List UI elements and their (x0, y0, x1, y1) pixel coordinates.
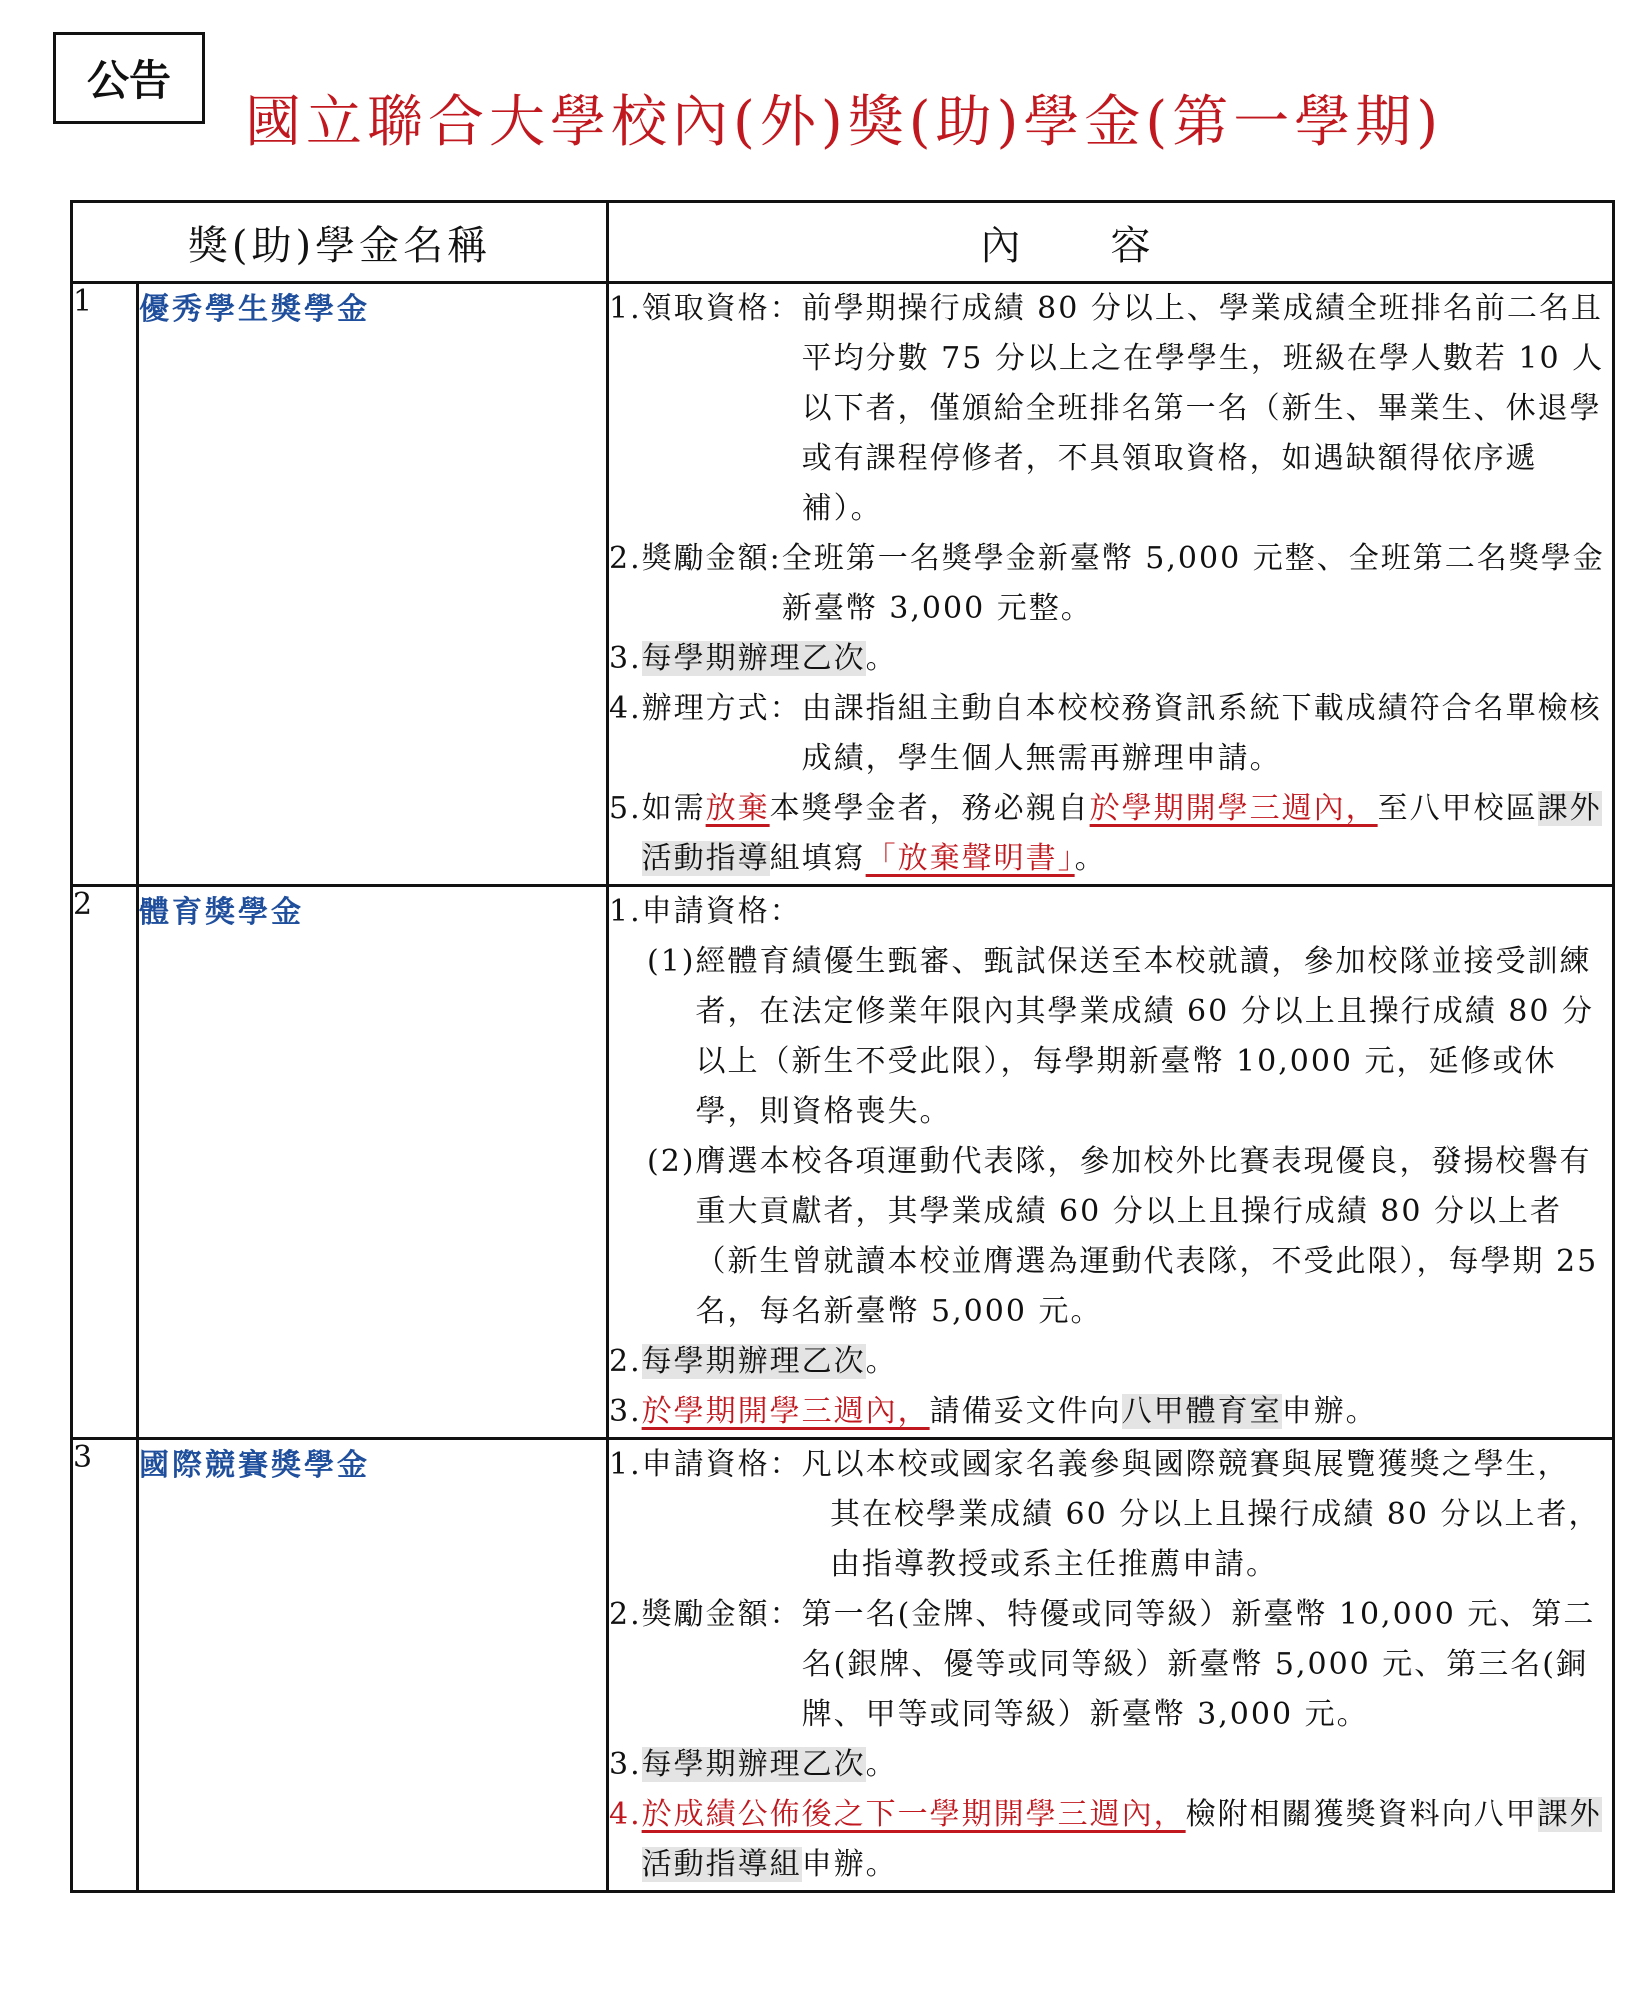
scholarship-name: 優秀學生獎學金 (138, 283, 608, 886)
item-text: 前學期操行成績 80 分以上、學業成績全班排名前二名且平均分數 75 分以上之在學學生，班級在學人數若 10 人以下者，僅頒給全班排名第一名（新生、畢業生、休退學或有課程停修者，不具領取資格，如遇缺額得依序遞補）。 (801, 291, 1605, 526)
list-item (609, 684, 1612, 784)
header-content: 內容 (608, 202, 1614, 283)
item-number: 5. (609, 791, 642, 826)
item-number: 4. (609, 1797, 642, 1832)
text-segment: 申辦。 (801, 1847, 898, 1882)
scholarship-name: 體育獎學金 (138, 886, 608, 1439)
text-segment: 本獎學金者，務必親自 (769, 791, 1090, 826)
notice-badge: 公告 (53, 32, 205, 124)
table-row (72, 886, 1614, 1439)
sub-item-text: 經體育績優生甄審、甄試保送至本校就讀，參加校隊並接受訓練者，在法定修業年限內其學業成績 60 分以上且操行成績 80 分以上（新生不受此限），每學期新臺幣 10,000 元，延修或休學，則資格喪失。 (695, 944, 1594, 1129)
row-number: 2 (72, 886, 138, 1439)
list-item (609, 1590, 1612, 1740)
item-label: 1.申請資格： (609, 894, 802, 929)
list-item (609, 1740, 1612, 1790)
sub-item-text: 膺選本校各項運動代表隊，參加校外比賽表現優良，發揚校譽有重大貢獻者，其學業成績 60 分以上且操行成績 80 分以上者（新生曾就讀本校並膺選為運動代表隊，不受此限），每學期 25 名，每名新臺幣 5,000 元。 (695, 1144, 1599, 1329)
list-item (609, 634, 1612, 684)
list-item (609, 887, 1612, 937)
item-text: 。 (865, 1747, 898, 1782)
sub-item-label: (1) (647, 944, 696, 979)
list-item (609, 1790, 1612, 1890)
item-text: 由課指組主動自本校校務資訊系統下載成績符合名單檢核成績，學生個人無需再辦理申請。 (801, 691, 1602, 776)
text-segment: 至八甲校區 (1377, 791, 1538, 826)
item-label: 2.獎勵金額： (609, 1597, 802, 1632)
deadline-text: 於學期開學三週內， (641, 1394, 930, 1429)
text-segment: 請備妥文件向 (929, 1394, 1122, 1429)
item-label: 1.申請資格： (609, 1447, 802, 1482)
scholarship-table (70, 200, 1615, 1893)
sub-item (609, 1137, 1612, 1337)
text-segment: 如需 (641, 791, 706, 826)
highlighted-text: 每學期辦理乙次 (641, 1747, 866, 1782)
list-item (609, 284, 1612, 534)
scholarship-content (608, 886, 1614, 1439)
item-text (642, 784, 1612, 884)
item-label: 1.領取資格： (609, 291, 802, 326)
form-name-text: 「放棄聲明書」 (865, 841, 1075, 876)
item-label: 2.獎勵金額: (609, 541, 782, 576)
item-number: 3. (609, 1747, 642, 1782)
item-number: 2. (609, 1344, 642, 1379)
item-label: 4.辦理方式： (609, 691, 802, 726)
header-name: 獎(助)學金名稱 (72, 202, 608, 283)
list-item (609, 1337, 1612, 1387)
emphasis-text: 放棄 (705, 791, 770, 826)
item-text: 。 (865, 1344, 898, 1379)
deadline-text: 於成績公佈後之下一學期開學三週內， (641, 1797, 1186, 1832)
text-segment: 申辦。 (1281, 1394, 1378, 1429)
deadline-text: 於學期開學三週內， (1089, 791, 1378, 826)
highlighted-text: 每學期辦理乙次 (641, 641, 866, 676)
item-number: 3. (609, 1394, 642, 1429)
list-item (609, 1440, 1612, 1490)
item-text: 凡以本校或國家名義參與國際競賽與展覽獲獎之學生， (801, 1447, 1570, 1482)
text-segment: 組填寫 (769, 841, 866, 876)
text-segment: 檢附相關獲獎資料向八甲 (1185, 1797, 1538, 1832)
item-text: 第一名(金牌、特優或同等級）新臺幣 10,000 元、第二名(銀牌、優等或同等級）新臺幣 5,000 元、第三名(銅牌、甲等或同等級）新臺幣 3,000 元。 (801, 1597, 1596, 1732)
list-item (609, 534, 1612, 634)
list-item (609, 784, 1612, 884)
item-text: 。 (865, 641, 898, 676)
list-item (609, 1387, 1612, 1437)
scholarship-name: 國際競賽獎學金 (138, 1439, 608, 1892)
item-continuation: 其在校學業成績 60 分以上且操行成績 80 分以上者，由指導教授或系主任推薦申請。 (830, 1497, 1601, 1582)
row-number: 3 (72, 1439, 138, 1892)
item-number: 3. (609, 641, 642, 676)
scholarship-content (608, 283, 1614, 886)
item-text: 全班第一名獎學金新臺幣 5,000 元整、全班第二名獎學金新臺幣 3,000 元整。 (781, 541, 1605, 626)
highlighted-text: 每學期辦理乙次 (641, 1344, 866, 1379)
table-row (72, 283, 1614, 886)
table-row (72, 1439, 1614, 1892)
sub-item-label: (2) (647, 1144, 696, 1179)
sub-item (609, 937, 1612, 1137)
page-title: 國立聯合大學校內(外)獎(助)學金(第一學期) (245, 90, 1444, 155)
table-header-row (72, 202, 1614, 283)
highlighted-text: 課外活動指導組 (641, 1797, 1602, 1882)
highlighted-text: 課外活動指導 (641, 791, 1602, 876)
row-number: 1 (72, 283, 138, 886)
item-text (642, 1790, 1612, 1890)
scholarship-content (608, 1439, 1614, 1892)
text-segment: 。 (1074, 841, 1107, 876)
highlighted-text: 八甲體育室 (1121, 1394, 1282, 1429)
